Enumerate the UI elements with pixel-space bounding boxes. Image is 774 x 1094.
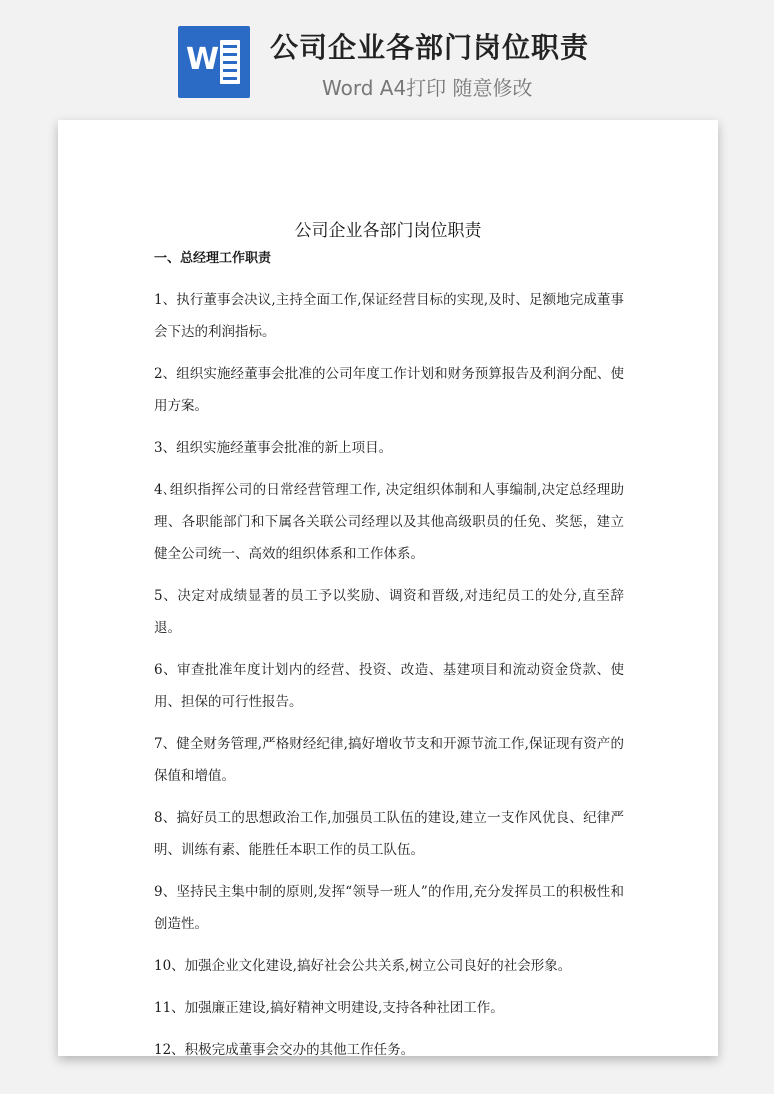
- list-item: 3、组织实施经董事会批准的新上项目。: [154, 440, 393, 456]
- word-icon: [178, 26, 250, 98]
- list-item: 8、搞好员工的思想政治工作,加强员工队伍的建设,建立一支作风优良、纪律严明、训练有素、能胜任本职工作的员工队伍。: [154, 810, 624, 858]
- list-item: 7、健全财务管理,严格财经纪律,搞好增收节支和开源节流工作,保证现有资产的保值和增值。: [154, 736, 624, 784]
- list-item: 4､组织指挥公司的日常经营管理工作, 决定组织体制和人事编制,决定总经理助理、各职能部门和下属各关联公司经理以及其他高级职员的任免、奖惩，建立健全公司统一、高效的组织体系和工作体系。: [154, 482, 624, 562]
- list-item: 9、坚持民主集中制的原则,发挥“领导一班人”的作用,充分发挥员工的积极性和创造性。: [154, 884, 624, 932]
- list-item: 2、组织实施经董事会批准的公司年度工作计划和财务预算报告及利润分配、使用方案。: [154, 366, 624, 414]
- document-lines-icon: [220, 40, 240, 84]
- banner-title: 公司企业各部门岗位职责: [270, 31, 590, 64]
- list-item: 12、积极完成董事会交办的其他工作任务。: [154, 1042, 415, 1058]
- document-body: [154, 248, 624, 1076]
- list-item: 6、审查批准年度计划内的经营、投资、改造、基建项目和流动资金贷款、使用、担保的可行性报告。: [154, 662, 624, 710]
- document-title: 公司企业各部门岗位职责: [294, 221, 482, 241]
- list-item: 5、决定对成绩显著的员工予以奖励、调资和晋级,对违纪员工的处分,直至辞退。: [154, 588, 624, 636]
- list-item: 10、加强企业文化建设,搞好社会公共关系,树立公司良好的社会形象。: [154, 958, 572, 974]
- banner-subtitle: Word A4打印 随意修改: [322, 76, 533, 100]
- document-page: [58, 120, 718, 1056]
- header-banner: [0, 0, 774, 110]
- list-item: 1、执行董事会决议,主持全面工作,保证经营目标的实现,及时、足额地完成董事会下达的利润指标。: [154, 292, 624, 340]
- list-item: 11、加强廉正建设,搞好精神文明建设,支持各种社团工作。: [154, 1000, 504, 1016]
- section-heading: 一、总经理工作职责: [154, 251, 272, 266]
- word-icon-letter: W: [186, 42, 220, 77]
